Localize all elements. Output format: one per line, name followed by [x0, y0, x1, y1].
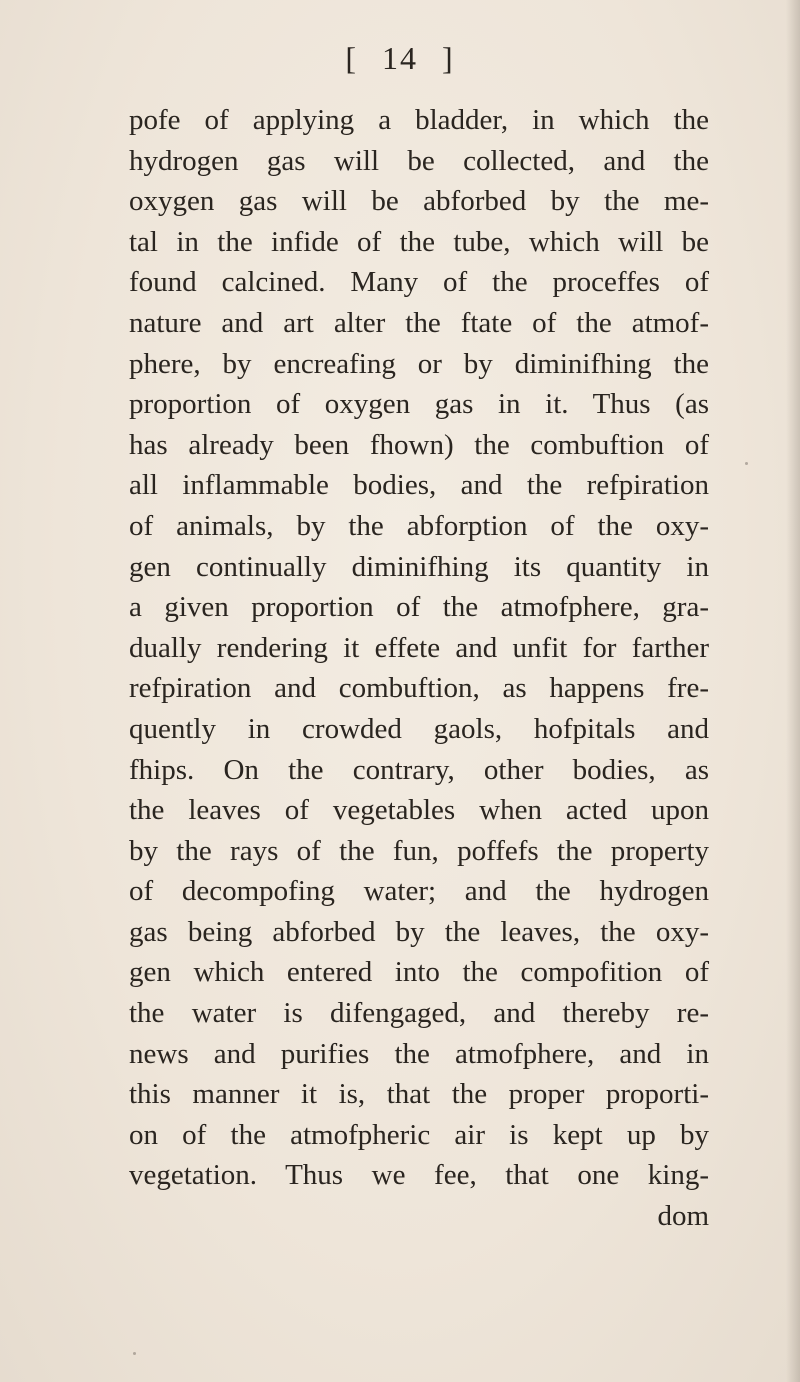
- text-line: news and purifies the atmofphere, and in: [129, 1037, 709, 1070]
- text-line: gas being abforbed by the leaves, the oxy-: [129, 915, 709, 948]
- paper-speck: [133, 1352, 136, 1355]
- paper-speck: [745, 462, 748, 465]
- text-line: vegetation. Thus we fee, that one king-: [129, 1159, 709, 1192]
- text-line: fhips. On the contrary, other bodies, as: [129, 753, 709, 786]
- text-line: hydrogen gas will be collected, and the: [129, 144, 709, 177]
- text-line: by the rays of the fun, poffefs the property: [129, 834, 709, 867]
- page-number-header: [ 14 ]: [345, 40, 455, 76]
- text-line: this manner it is, that the proper proporti-: [129, 1078, 709, 1111]
- text-line: gen continually diminifhing its quantity in: [129, 550, 709, 583]
- catchword: dom: [657, 1200, 709, 1233]
- text-line: pofe of applying a bladder, in which the: [129, 104, 709, 136]
- text-line: the leaves of vegetables when acted upon: [129, 794, 709, 827]
- text-line: nature and art alter the ftate of the atmof-: [129, 306, 709, 339]
- text-line: tal in the infide of the tube, which will be: [129, 225, 709, 258]
- text-line: oxygen gas will be abforbed by the me-: [129, 185, 709, 218]
- page-edge-shadow: [786, 0, 800, 1382]
- text-line: proportion of oxygen gas in it. Thus (as: [129, 388, 709, 421]
- text-line: gen which entered into the compofition of: [129, 956, 709, 989]
- text-line: all inflammable bodies, and the refpiration: [129, 469, 709, 502]
- text-line: on of the atmofpheric air is kept up by: [129, 1118, 709, 1151]
- text-line: the water is difengaged, and thereby re-: [129, 997, 709, 1030]
- text-line: of decompofing water; and the hydrogen: [129, 875, 709, 908]
- text-line: quently in crowded gaols, hofpitals and: [129, 712, 709, 745]
- text-line: of animals, by the abforption of the oxy-: [129, 509, 709, 542]
- text-line: found calcined. Many of the proceffes of: [129, 266, 709, 299]
- text-line: has already been fhown) the combuftion of: [129, 428, 709, 461]
- text-line: a given proportion of the atmofphere, gra-: [129, 591, 709, 624]
- page-body-text: [129, 100, 709, 1237]
- text-line: refpiration and combuftion, as happens fre-: [129, 672, 709, 705]
- text-line: dually rendering it effete and unfit for farther: [129, 631, 709, 664]
- text-line: phere, by encreafing or by diminifhing the: [129, 347, 709, 380]
